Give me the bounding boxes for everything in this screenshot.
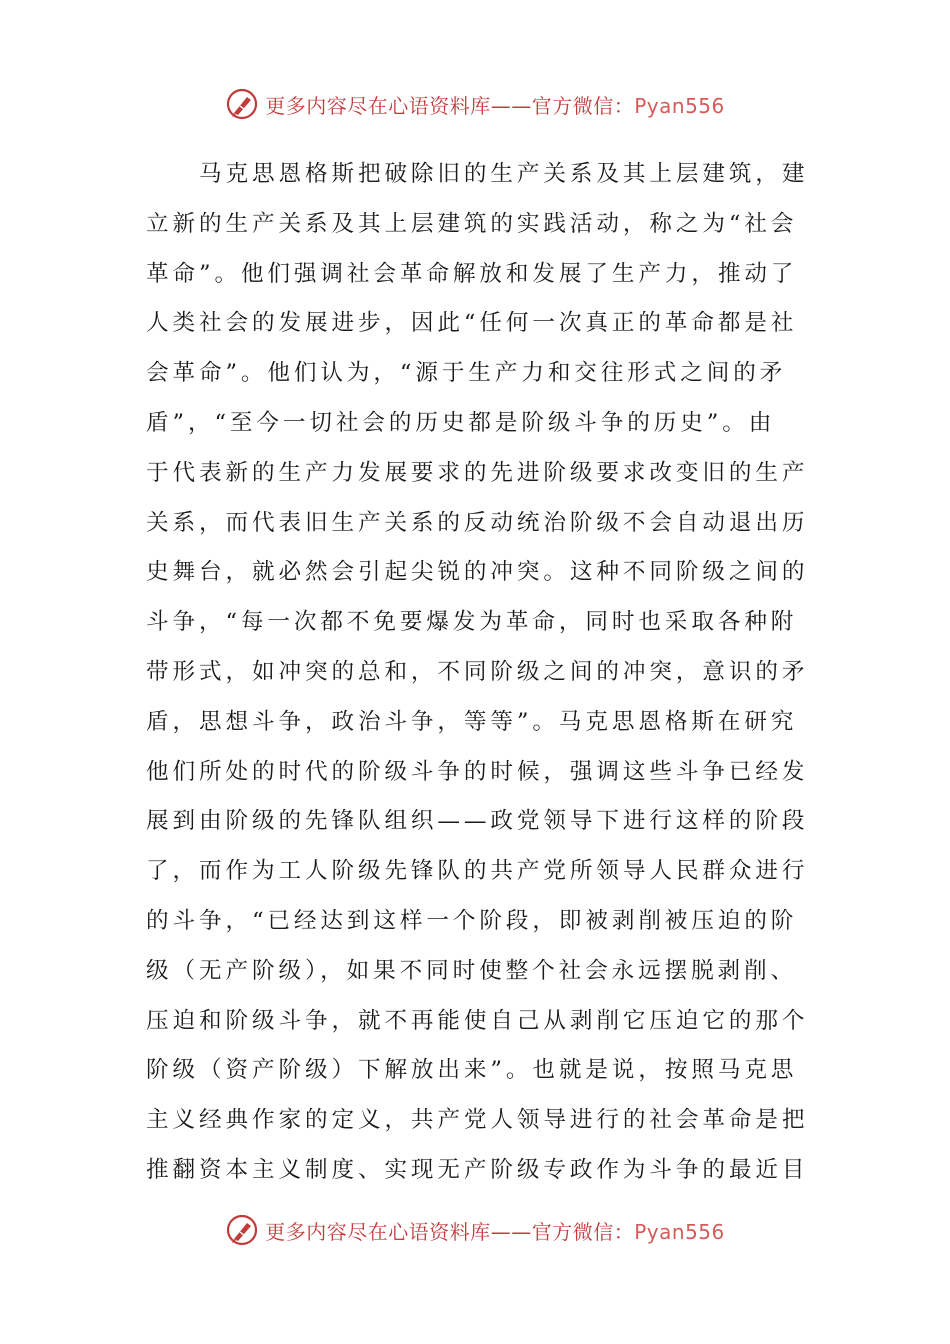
text-line: 级（无产阶级），如果不同时使整个社会永远摆脱剥削、 (146, 957, 798, 984)
watermark-label: 更多内容尽在心语资料库——官方微信： (265, 93, 635, 118)
footer-watermark (0, 1210, 950, 1250)
text-line: 盾”，“至今一切社会的历史都是阶级斗争的历史”。由 (146, 409, 776, 436)
text-line: 会革命”。他们认为，“源于生产力和交往形式之间的矛 (146, 360, 787, 387)
watermark-text (265, 1216, 725, 1245)
text-line: 的斗争，“已经达到这样一个阶段，即被剥削被压迫的阶 (146, 907, 798, 934)
text-line: 马克思恩格斯把破除旧的生产关系及其上层建筑，建 (146, 161, 809, 187)
text-line: 展到由阶级的先锋队组织——政党领导下进行这样的阶段 (146, 808, 809, 835)
text-line: 斗争，“每一次都不免要爆发为革命，同时也采取各种附 (146, 609, 798, 636)
text-line: 革命”。他们强调社会革命解放和发展了生产力，推动了 (146, 260, 798, 287)
watermark-handle: Pyan556 (634, 93, 725, 118)
body-paragraph (146, 150, 809, 1196)
text-line: 史舞台，就必然会引起尖锐的冲突。这种不同阶级之间的 (146, 559, 809, 586)
text-line: 了，而作为工人阶级先锋队的共产党所领导人民群众进行 (146, 858, 809, 885)
text-line: 他们所处的时代的阶级斗争的时候，强调这些斗争已经发 (146, 758, 809, 785)
pen-nib-icon (225, 87, 259, 121)
text-line: 关系，而代表旧生产关系的反动统治阶级不会自动退出历 (146, 509, 809, 536)
text-line: 主义经典作家的定义，共产党人领导进行的社会革命是把 (146, 1107, 809, 1134)
text-line: 压迫和阶级斗争，就不再能使自己从剥削它压迫它的那个 (146, 1007, 809, 1034)
watermark-handle: Pyan556 (634, 1219, 725, 1244)
text-line: 阶级（资产阶级）下解放出来”。也就是说，按照马克思 (146, 1057, 798, 1084)
text-line: 推翻资本主义制度、实现无产阶级专政作为斗争的最近目 (146, 1156, 809, 1183)
text-line: 于代表新的生产力发展要求的先进阶级要求改变旧的生产 (146, 459, 809, 486)
text-line: 带形式，如冲突的总和，不同阶级之间的冲突，意识的矛 (146, 658, 809, 685)
watermark-label: 更多内容尽在心语资料库——官方微信： (265, 1219, 635, 1244)
text-line: 人类社会的发展进步，因此“任何一次真正的革命都是社 (146, 310, 798, 337)
watermark-text (265, 90, 725, 119)
header-watermark (0, 84, 950, 124)
text-line: 盾，思想斗争，政治斗争，等等”。马克思恩格斯在研究 (146, 708, 798, 735)
pen-nib-icon (225, 1213, 259, 1247)
text-line: 立新的生产关系及其上层建筑的实践活动，称之为“社会 (146, 210, 798, 237)
